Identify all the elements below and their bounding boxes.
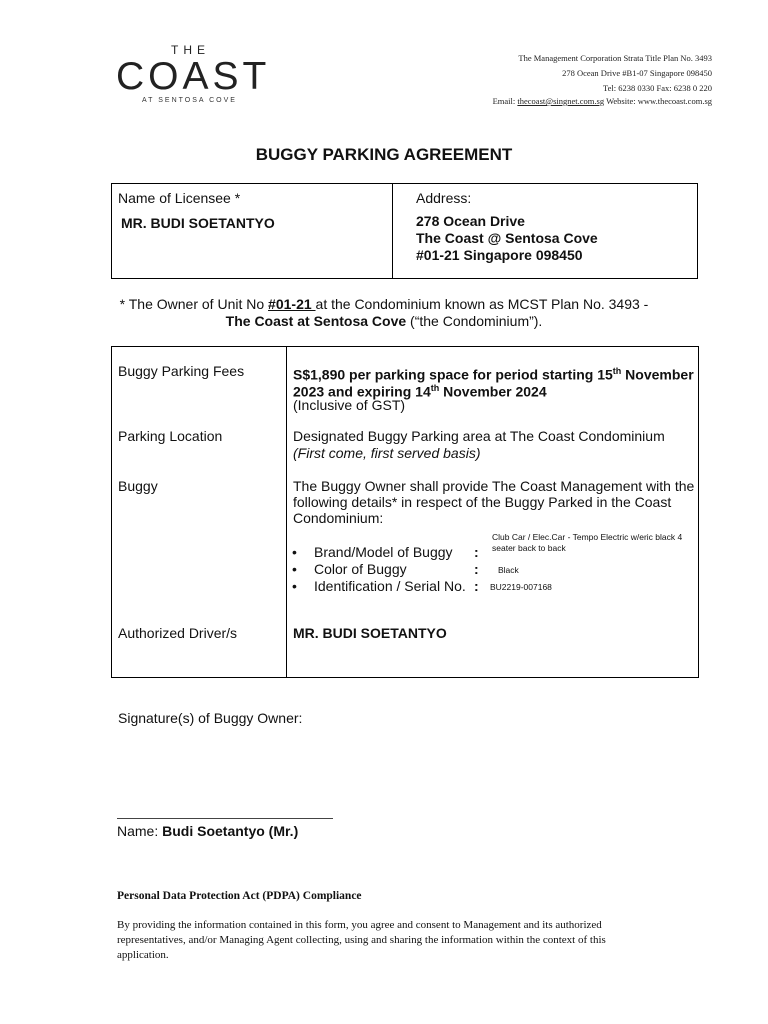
- signature-line: [117, 818, 333, 819]
- driver-label: Authorized Driver/s: [118, 625, 238, 641]
- brand-value-line-1: Club Car / Elec.Car - Tempo Electric w/eric black 4: [492, 532, 683, 542]
- location-label: Parking Location: [118, 428, 223, 444]
- bullet-icon: •: [292, 561, 297, 577]
- logo-subtitle: AT SENTOSA COVE: [142, 97, 237, 104]
- header-address-line: 278 Ocean Drive #B1-07 Singapore 098450: [562, 68, 712, 78]
- owner-note-suffix: (“the Condominium”).: [406, 313, 543, 329]
- driver-value: MR. BUDI SOETANTYO: [293, 625, 447, 641]
- licensee-table: [111, 183, 698, 279]
- buggy-line-3: Condominium:: [293, 510, 384, 526]
- address-line-2: The Coast @ Sentosa Cove: [416, 230, 598, 246]
- logo-the-text: THE: [171, 43, 210, 57]
- fees-text-2a: 2023 and expiring 14: [293, 383, 431, 400]
- color-colon: :: [474, 561, 479, 577]
- buggy-line-1: The Buggy Owner shall provide The Coast Management with the: [293, 478, 695, 494]
- owner-note-middle: at the Condominium known as MCST Plan No. 3493 -: [315, 296, 649, 312]
- signature-name: [117, 823, 298, 839]
- pdpa-heading: Personal Data Protection Act (PDPA) Compliance: [117, 890, 362, 902]
- bullet-icon: •: [292, 544, 297, 560]
- licensee-name: MR. BUDI SOETANTYO: [121, 215, 275, 231]
- header-mcst-line: The Management Corporation Strata Title Plan No. 3493: [518, 53, 712, 63]
- brand-label: Brand/Model of Buggy: [314, 544, 453, 560]
- fees-sup-1: th: [612, 366, 622, 376]
- fees-gst-note: (Inclusive of GST): [293, 397, 406, 413]
- website-text: Website: www.thecoast.com.sg: [606, 96, 712, 106]
- pdpa-line-2: representatives, and/or Managing Agent collecting, using and sharing the information within the context of this: [117, 934, 606, 946]
- pdpa-line-3: application.: [117, 949, 169, 961]
- signature-label: Signature(s) of Buggy Owner:: [118, 710, 303, 726]
- fees-sup-2: th: [430, 383, 440, 393]
- location-line-2: (First come, first served basis): [293, 445, 481, 461]
- serial-value: BU2219-007168: [490, 582, 552, 592]
- color-label: Color of Buggy: [314, 561, 407, 577]
- bullet-icon: •: [292, 578, 297, 594]
- pdpa-line-1: By providing the information contained in this form, you agree and consent to Management and its authorized: [117, 919, 602, 931]
- owner-note-line-2: [0, 313, 768, 329]
- color-value: Black: [498, 565, 519, 575]
- name-label: Name:: [117, 823, 163, 839]
- owner-note-prefix: * The Owner of Unit No: [119, 296, 269, 312]
- header-email-line: [493, 96, 712, 106]
- fees-text-1b: November: [621, 366, 694, 383]
- table-divider: [392, 184, 393, 278]
- logo-coast-text: COAST: [116, 55, 271, 98]
- licensee-label: Name of Licensee *: [118, 190, 241, 206]
- brand-value-line-2: seater back to back: [492, 543, 566, 553]
- serial-colon: :: [474, 578, 479, 594]
- condo-name: The Coast at Sentosa Cove: [225, 313, 407, 329]
- owner-unit-number: #01-21: [268, 296, 316, 312]
- address-line-1: 278 Ocean Drive: [416, 213, 525, 229]
- details-table: [111, 346, 699, 678]
- buggy-label: Buggy: [118, 478, 158, 494]
- fees-text-2b: November 2024: [439, 383, 547, 400]
- brand-colon: :: [474, 544, 479, 560]
- buggy-line-2: following details* in respect of the Buggy Parked in the Coast: [293, 494, 672, 510]
- header-tel-fax-line: Tel: 6238 0330 Fax: 6238 0 220: [603, 83, 712, 93]
- fees-text-1a: S$1,890 per parking space for period starting 15: [293, 366, 613, 383]
- owner-note-line-1: [0, 296, 768, 312]
- email-link[interactable]: thecoast@singnet.com.sg: [517, 96, 605, 106]
- fees-label: Buggy Parking Fees: [118, 363, 245, 379]
- email-label: Email:: [492, 96, 516, 106]
- table-divider: [286, 347, 287, 677]
- address-line-3: #01-21 Singapore 098450: [416, 247, 583, 263]
- serial-label: Identification / Serial No.: [314, 578, 466, 594]
- document-title: BUGGY PARKING AGREEMENT: [255, 145, 513, 164]
- address-label: Address:: [416, 190, 472, 206]
- location-line-1: Designated Buggy Parking area at The Coast Condominium: [293, 428, 665, 444]
- name-value: Budi Soetantyo (Mr.): [162, 823, 299, 839]
